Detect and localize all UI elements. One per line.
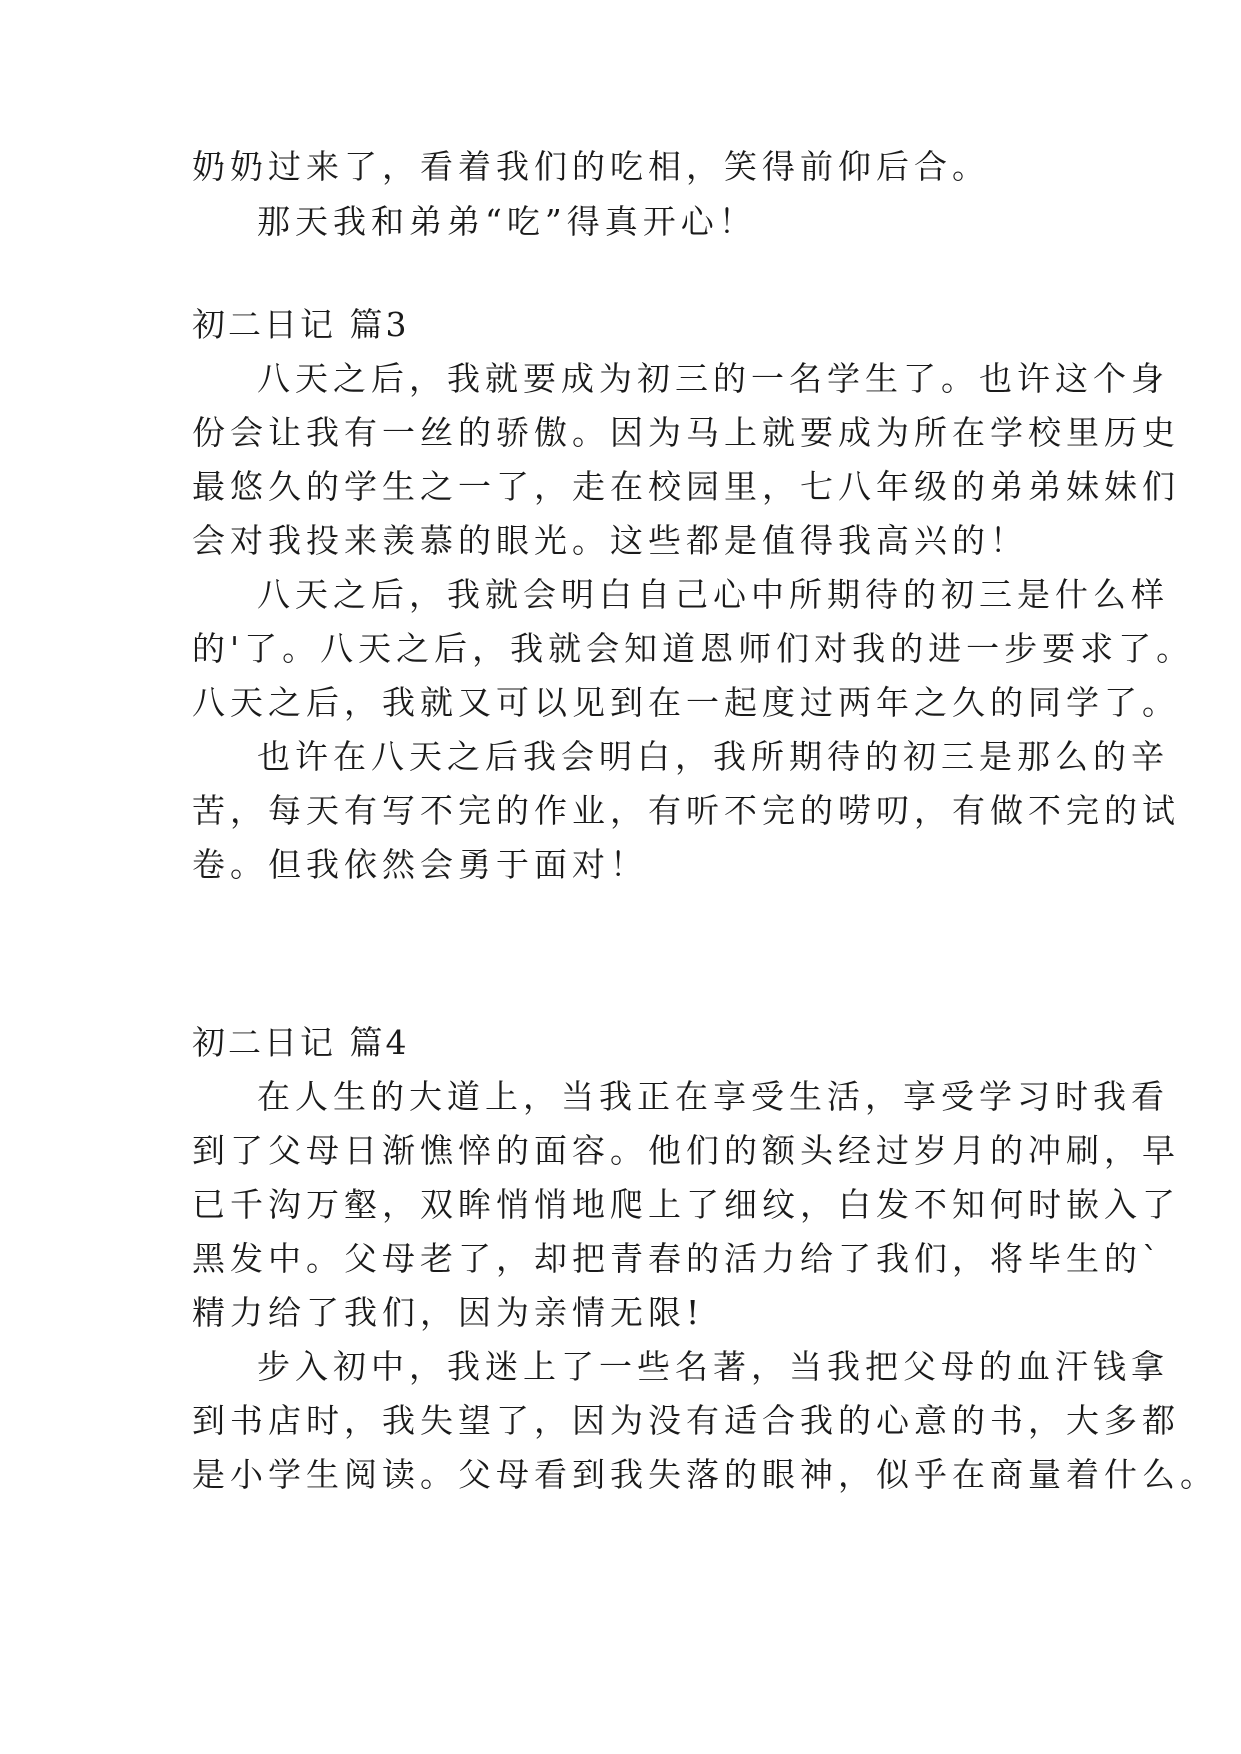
paragraph-line: 苦，每天有写不完的作业，有听不完的唠叨，有做不完的试 xyxy=(192,791,1180,830)
paragraph-line: 是小学生阅读。父母看到我失落的眼神，似乎在商量着什么。 xyxy=(192,1455,1218,1494)
paragraph-line: 最悠久的学生之一了，走在校园里，七八年级的弟弟妹妹们 xyxy=(192,467,1180,506)
paragraph-line: 也许在八天之后我会明白，我所期待的初三是那么的辛 xyxy=(257,737,1169,776)
paragraph-line: 黑发中。父母老了，却把青春的活力给了我们，将毕生的` xyxy=(192,1239,1164,1278)
paragraph-line: 精力给了我们，因为亲情无限! xyxy=(192,1293,705,1332)
paragraph-line: 已千沟万壑，双眸悄悄地爬上了细纹，白发不知何时嵌入了 xyxy=(192,1185,1180,1224)
paragraph-line: 那天我和弟弟“吃”得真开心！ xyxy=(257,202,757,241)
paragraph-line: 在人生的大道上，当我正在享受生活，享受学习时我看 xyxy=(257,1077,1169,1116)
paragraph-line: 份会让我有一丝的骄傲。因为马上就要成为所在学校里历史 xyxy=(192,413,1180,452)
section-heading: 初二日记 篇4 xyxy=(192,1023,410,1062)
paragraph-line: 步入初中，我迷上了一些名著，当我把父母的血汗钱拿 xyxy=(257,1347,1169,1386)
paragraph-line: 会对我投来羡慕的眼光。这些都是值得我高兴的！ xyxy=(192,521,1028,560)
paragraph-line: 到了父母日渐憔悴的面容。他们的额头经过岁月的冲刷，早 xyxy=(192,1131,1180,1170)
paragraph-line: 卷。但我依然会勇于面对！ xyxy=(192,845,648,884)
paragraph-line: 到书店时，我失望了，因为没有适合我的心意的书，大多都 xyxy=(192,1401,1180,1440)
section-heading: 初二日记 篇3 xyxy=(192,305,410,344)
paragraph-line: 八天之后，我就要成为初三的一名学生了。也许这个身 xyxy=(257,359,1169,398)
paragraph-line: 八天之后，我就会明白自己心中所期待的初三是什么样 xyxy=(257,575,1169,614)
paragraph-line: 的'了。八天之后，我就会知道恩师们对我的进一步要求了。 xyxy=(192,629,1195,668)
paragraph-line: 奶奶过来了，看着我们的吃相，笑得前仰后合。 xyxy=(192,147,990,186)
paragraph-line: 八天之后，我就又可以见到在一起度过两年之久的同学了。 xyxy=(192,683,1180,722)
